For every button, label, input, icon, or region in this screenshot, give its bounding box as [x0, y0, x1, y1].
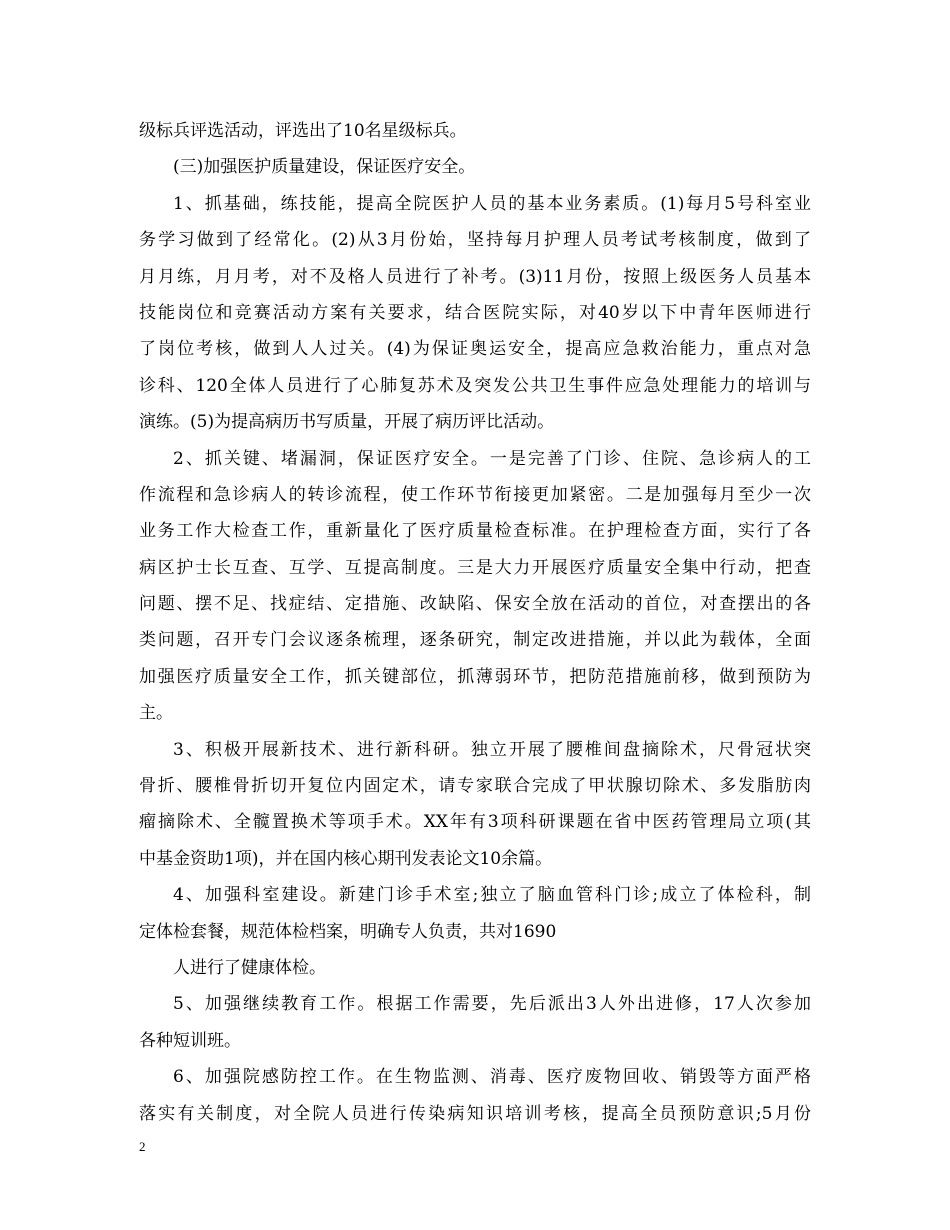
text-line: 加强医疗质量安全工作，抓关键部位，抓薄弱环节，把防范措施前移，做到预防为	[139, 666, 811, 687]
page-number: 2	[139, 1139, 146, 1154]
text-line: 务学习做到了经常化。(2)从3月份始，坚持每月护理人员考试考核制度，做到了	[139, 230, 811, 251]
text-line: 了岗位考核，做到人人过关。(4)为保证奥运安全，提高应急救治能力，重点对急	[139, 339, 811, 360]
text-line: 定体检套餐，规范体检档案，明确专人负责，共对1690	[139, 921, 557, 942]
text-line: 演练。(5)为提高病历书写质量，开展了病历评比活动。	[139, 412, 555, 433]
text-line: 3、积极开展新技术、进行新科研。独立开展了腰椎间盘摘除术，尺骨冠状突	[173, 739, 811, 760]
text-line: 各种短训班。	[139, 1030, 241, 1051]
text-line: 主。	[139, 703, 173, 724]
text-line: 5、加强继续教育工作。根据工作需要，先后派出3人外出进修，17人次参加	[173, 994, 811, 1015]
text-line: 技能岗位和竞赛活动方案有关要求，结合医院实际，对40岁以下中青年医师进行	[139, 302, 811, 323]
text-line: (三)加强医护质量建设，保证医疗安全。	[173, 157, 476, 178]
text-line: 瘤摘除术、全髋置换术等项手术。XX年有3项科研课题在省中医药管理局立项(其	[139, 812, 811, 833]
document-body	[139, 113, 811, 1132]
text-line: 骨折、腰椎骨折切开复位内固定术，请专家联合完成了甲状腺切除术、多发脂肪肉	[139, 776, 811, 797]
text-line: 1、抓基础，练技能，提高全院医护人员的基本业务素质。(1)每月5号科室业	[173, 193, 811, 214]
text-line: 问题、摆不足、找症结、定措施、改缺陷、保安全放在活动的首位，对查摆出的各	[139, 594, 811, 615]
text-line: 落实有关制度，对全院人员进行传染病知识培训考核，提高全员预防意识;5月份	[139, 1103, 811, 1124]
text-line: 4、加强科室建设。新建门诊手术室;独立了脑血管科门诊;成立了体检科，制	[173, 885, 811, 906]
text-line: 6、加强院感防控工作。在生物监测、消毒、医疗废物回收、销毁等方面严格	[173, 1067, 811, 1088]
text-line: 2、抓关键、堵漏洞，保证医疗安全。一是完善了门诊、住院、急诊病人的工	[173, 448, 811, 469]
text-line: 人进行了健康体检。	[173, 957, 326, 978]
text-line: 中基金资助1项)，并在国内核心期刊发表论文10余篇。	[139, 848, 553, 869]
text-line: 诊科、120全体人员进行了心肺复苏术及突发公共卫生事件应急处理能力的培训与	[139, 375, 811, 396]
text-line: 类问题，召开专门会议逐条梳理，逐条研究，制定改进措施，并以此为载体，全面	[139, 630, 811, 651]
text-line: 业务工作大检查工作，重新量化了医疗质量检查标准。在护理检查方面，实行了各	[139, 521, 811, 542]
text-line: 月月练，月月考，对不及格人员进行了补考。(3)11月份，按照上级医务人员基本	[139, 266, 811, 287]
text-line: 级标兵评选活动，评选出了10名星级标兵。	[139, 121, 467, 141]
text-line: 作流程和急诊病人的转诊流程，使工作环节衔接更加紧密。二是加强每月至少一次	[139, 484, 811, 505]
text-line: 病区护士长互查、互学、互提高制度。三是大力开展医疗质量安全集中行动，把查	[139, 557, 811, 578]
